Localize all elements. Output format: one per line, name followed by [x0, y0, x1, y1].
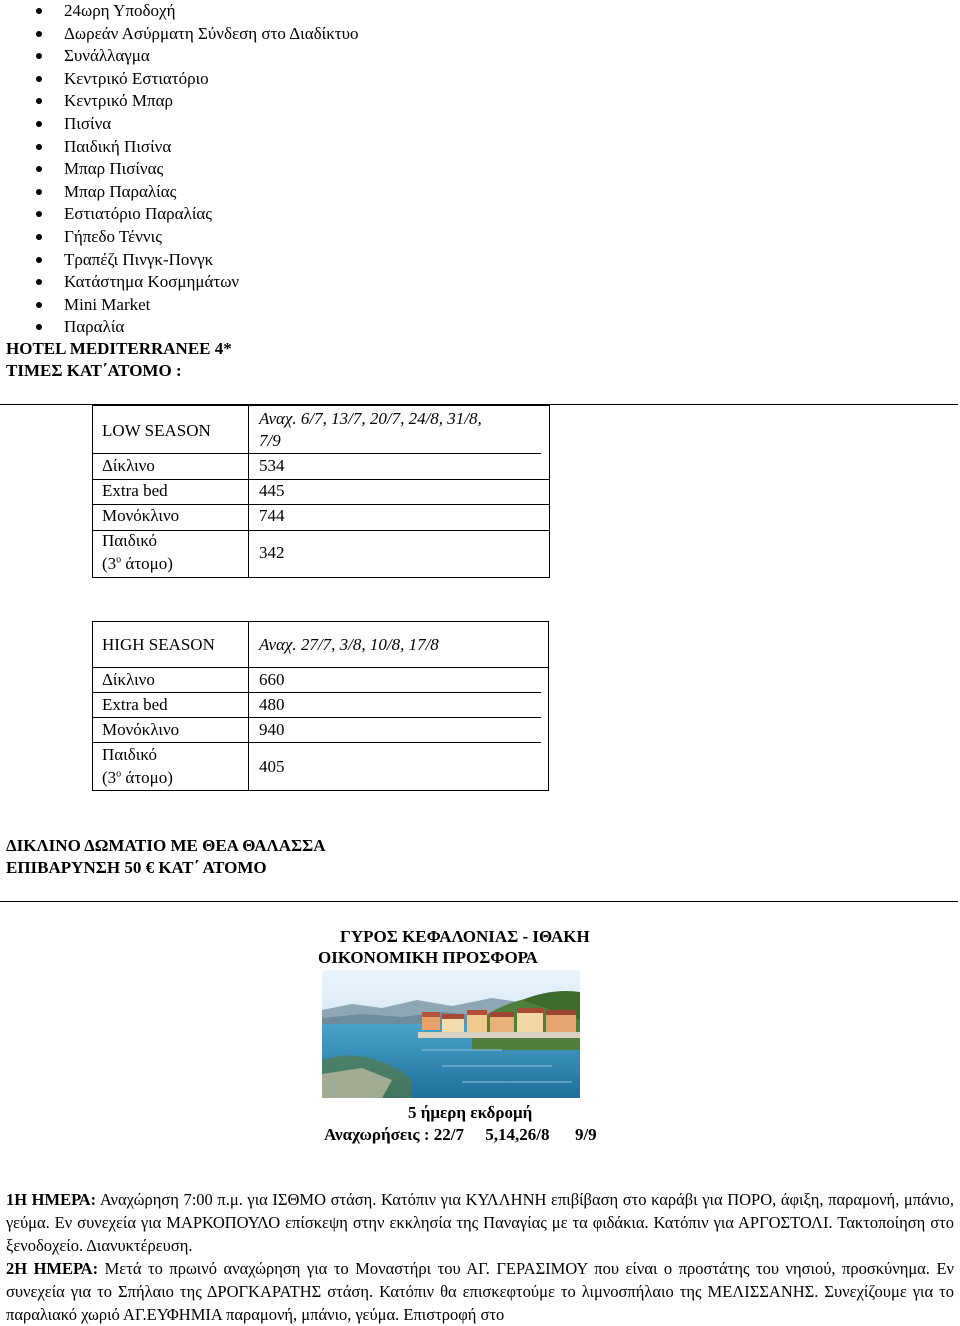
facility-label: Κεντρικό Μπαρ	[64, 91, 174, 111]
day-description: Αναχώρηση 7:00 π.μ. για ΙΣΘΜΟ στάση. Κατόπιν για ΚΥΛΛΗΝΗ επιβίβαση στο καράβι για ΠΟΡΟ, άφιξη, παραμονή, μπάνιο, γεύμα. Εν συνεχεία για ΜΑΡΚΟΠΟΥΛΟ επίσκεψη στην εκκλησία της Παναγίας με τα φιδάκια. Κατόπιν για ΑΡΓΟΣΤΟΛΙ. Τακτοποίηση στο ξενοδοχείο. Διανυκτέρευση.	[6, 1190, 955, 1255]
room-price: 480	[259, 695, 285, 714]
facility-label: Παιδική Πισίνα	[64, 136, 172, 156]
facility-label: 24ωρη Υποδοχή	[64, 1, 176, 20]
room-type: Δίκλινο	[102, 456, 155, 475]
sea-view-surcharge: ΕΠΙΒΑΡΥΝΣΗ 50 € ΚΑΤ΄ ΑΤΟΜΟ	[6, 858, 267, 877]
tour-departures: Αναχωρήσεις : 22/7 5,14,26/8 9/9	[324, 1125, 597, 1144]
column-divider	[248, 406, 249, 577]
row-divider	[93, 530, 549, 531]
low-season-table	[92, 405, 550, 578]
bullet-icon	[36, 53, 42, 59]
bullet-icon	[36, 31, 42, 37]
tour-duration: 5 ήμερη εκδρομή	[408, 1103, 533, 1122]
facility-label: Κατάστημα Κοσμημάτων	[64, 272, 240, 292]
child-label: Παιδικό	[102, 531, 158, 550]
facility-label: Παραλία	[64, 317, 125, 337]
child-price: 405	[259, 757, 285, 776]
row-divider	[93, 717, 541, 718]
facility-label: Μπαρ Πισίνας	[64, 159, 164, 179]
facility-label: Πισίνα	[64, 114, 112, 133]
high-season-table	[92, 621, 549, 791]
hotel-name: HOTEL MEDITERRANEE 4*	[6, 339, 232, 358]
room-type: Extra bed	[102, 695, 168, 714]
itinerary-day-2	[6, 1257, 954, 1326]
facility-label: Γήπεδο Τέννις	[64, 227, 162, 246]
room-price: 445	[259, 481, 285, 500]
bullet-icon	[36, 76, 42, 82]
facility-label: Μπαρ Παραλίας	[64, 181, 177, 201]
facility-label: Κεντρικό Εστιατόριο	[64, 68, 209, 88]
facility-label: Τραπέζι Πινγκ-Πονγκ	[64, 249, 214, 269]
departure-dates: Αναχ. 6/7, 13/7, 20/7, 24/8, 31/8,	[259, 409, 482, 428]
bullet-icon	[36, 98, 42, 104]
facility-label: Συνάλλαγμα	[64, 46, 150, 66]
day-description: Μετά το πρωινό αναχώρηση για το Μοναστήρι του ΑΓ. ΓΕΡΑΣΙΜΟΥ που είναι ο προστάτης του νησιού, προσκύνημα. Εν συνεχεία για το Σπήλαιο της ΔΡΟΓΚΑΡΑΤΗΣ στάση. Κατόπιν θα επισκεφτούμε το λιμνοσπήλαιο της ΜΕΛΙΣΣΑΝΗΣ. Συνεχίζουμε για το παραλιακό χωριό ΑΓ.ΕΥΦΗΜΙΑ παραμονή, μπάνιο, γεύμα. Επιστροφή στο	[6, 1259, 954, 1324]
room-price: 940	[259, 720, 285, 739]
row-divider	[93, 453, 541, 454]
tour-title: ΓΥΡΟΣ ΚΕΦΑΛΟΝΙΑΣ - ΙΘΑΚΗ	[340, 927, 590, 946]
row-divider	[93, 692, 541, 693]
day-label: 2Η ΗΜΕΡΑ:	[6, 1259, 99, 1278]
tour-subtitle: ΟΙΚΟΝΟΜΙΚΗ ΠΡΟΣΦΟΡΑ	[318, 948, 538, 967]
bullet-icon	[36, 189, 42, 195]
day-label: 1Η ΗΜΕΡΑ:	[6, 1190, 97, 1209]
season-label: HIGH SEASON	[102, 635, 215, 654]
bullet-icon	[36, 302, 42, 308]
room-type: Μονόκλινο	[102, 506, 180, 525]
facility-label: Mini Market	[64, 294, 151, 314]
coastal-village-image	[322, 970, 580, 1098]
bullet-icon	[36, 234, 42, 240]
facility-label: Δωρεάν Ασύρματη Σύνδεση στο Διαδίκτυο	[64, 23, 359, 43]
prices-title: ΤΙΜΕΣ ΚΑΤ΄ΑΤΟΜΟ :	[6, 361, 182, 380]
child-note: ($3^o$ άτομο)	[102, 554, 173, 573]
bullet-icon	[36, 279, 42, 285]
bullet-icon	[36, 324, 42, 330]
divider	[0, 901, 958, 902]
bullet-icon	[36, 257, 42, 263]
child-price: 342	[259, 543, 285, 562]
child-note: ($3^o$ άτομο)	[102, 768, 173, 787]
room-type: Δίκλινο	[102, 670, 155, 689]
facility-label: Εστιατόριο Παραλίας	[64, 204, 213, 224]
room-price: 660	[259, 670, 285, 689]
departure-dates: Αναχ. 27/7, 3/8, 10/8, 17/8	[259, 635, 439, 654]
bullet-icon	[36, 211, 42, 217]
bullet-icon	[36, 166, 42, 172]
departure-dates-cont: 7/9	[259, 431, 281, 450]
sea-view-title: ΔΙΚΛΙΝΟ ΔΩΜΑΤΙΟ ΜΕ ΘΕΑ ΘΑΛΑΣΣΑ	[6, 836, 326, 855]
itinerary-day-1	[6, 1188, 954, 1257]
room-price: 534	[259, 456, 285, 475]
room-type: Μονόκλινο	[102, 720, 180, 739]
season-label: LOW SEASON	[102, 421, 211, 440]
bullet-icon	[36, 121, 42, 127]
bullet-icon	[36, 8, 42, 14]
kefalonia-photo	[322, 970, 580, 1098]
column-divider	[248, 622, 249, 790]
row-divider	[93, 742, 541, 743]
room-type: Extra bed	[102, 481, 168, 500]
bullet-icon	[36, 144, 42, 150]
row-divider	[93, 667, 548, 668]
room-price: 744	[259, 506, 285, 525]
child-label: Παιδικό	[102, 745, 158, 764]
